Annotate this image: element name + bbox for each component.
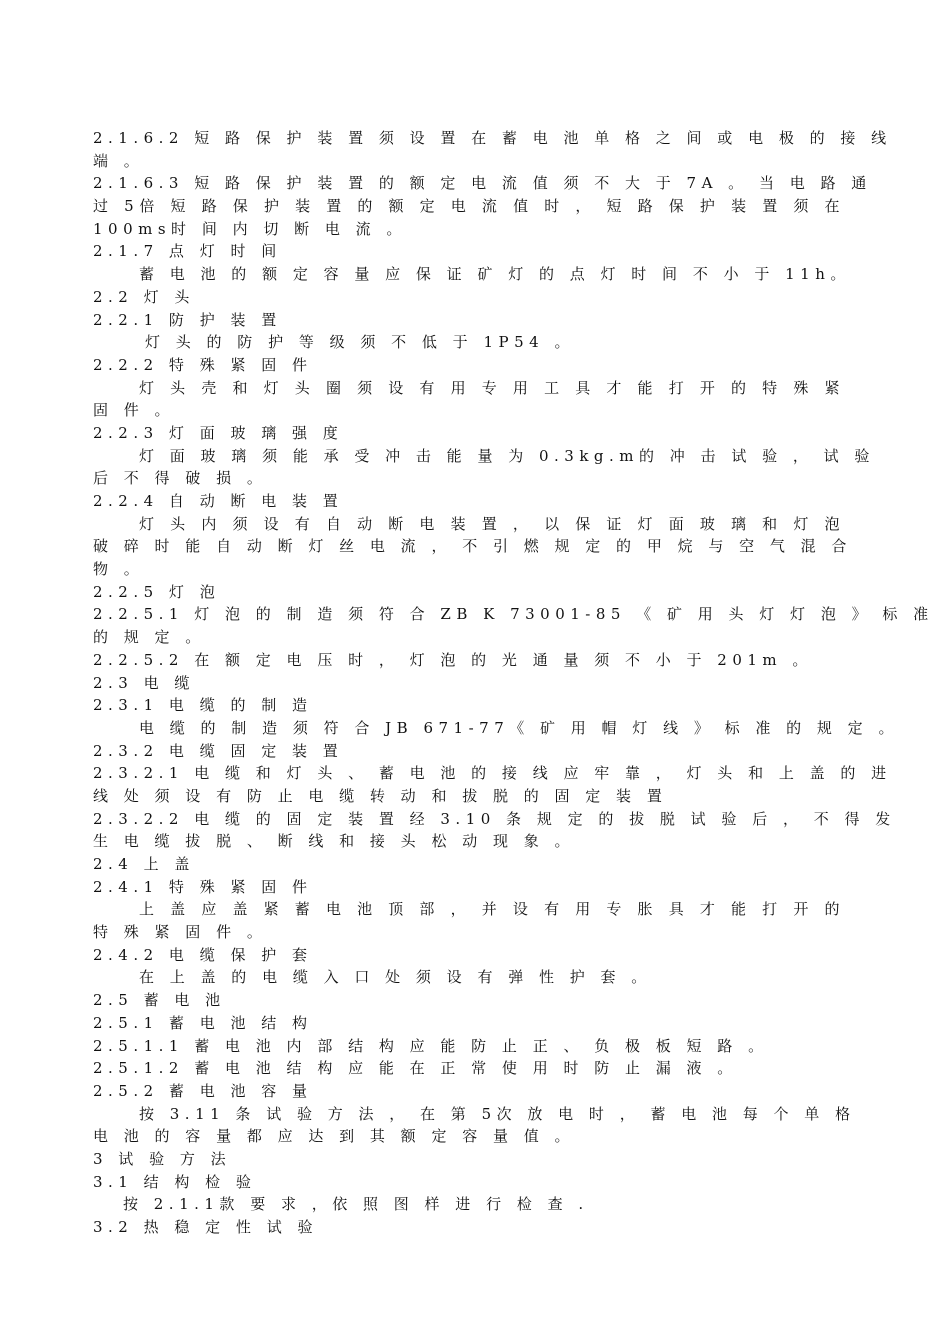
- section-heading: 2.4.1 特 殊 紧 固 件: [93, 877, 313, 896]
- text-line: 按 3.11 条 试 验 方 法 ， 在 第 5次 放 电 时 ， 蓄 电 池 每 个 单 格: [139, 1104, 856, 1123]
- text-line: 灯 面 玻 璃 须 能 承 受 冲 击 能 量 为 0.3kg.m的 冲 击 试 验 ， 试 验: [139, 446, 875, 465]
- text-line: 上 盖 应 盖 紧 蓄 电 池 顶 部 ， 并 设 有 用 专 胀 具 才 能 打 开 的: [139, 900, 845, 919]
- text-line: 物 。: [93, 560, 145, 579]
- section-heading: 2.2.2 特 殊 紧 固 件: [93, 355, 313, 374]
- section-heading: 2.2.1 防 护 装 置: [93, 310, 282, 329]
- section-heading: 2.4 上 盖: [93, 855, 195, 873]
- text-line: 2.1.6.2 短 路 保 护 装 置 须 设 置 在 蓄 电 池 单 格 之 间 或 电 极 的 接 线: [93, 129, 892, 147]
- text-line: 100ms时 间 内 切 断 电 流 。: [93, 219, 407, 238]
- section-heading: 3.2 热 稳 定 性 试 验: [93, 1218, 318, 1236]
- text-line: 灯 头 内 须 设 有 自 动 断 电 装 置 ， 以 保 证 灯 面 玻 璃 和 灯 泡: [139, 514, 845, 533]
- text-line: 生 电 缆 拔 脱 、 断 线 和 接 头 松 动 现 象 。: [93, 832, 576, 851]
- section-heading: 2.2.3 灯 面 玻 璃 强 度: [93, 423, 344, 442]
- text-line: 灯 头 的 防 护 等 级 须 不 低 于 1P54 。: [145, 333, 575, 352]
- text-line: 2.3.2.1 电 缆 和 灯 头 、 蓄 电 池 的 接 线 应 牢 靠 ， 灯 头 和 上 盖 的 进: [93, 764, 892, 783]
- text-line: 后 不 得 破 损 。: [93, 469, 268, 488]
- section-heading: 2.3 电 缆: [93, 673, 195, 692]
- text-line: 2.2.5.1 灯 泡 的 制 造 须 符 合 ZB K 73001-85 《 矿 用 头 灯 灯 泡 》 标 准: [93, 605, 934, 624]
- section-heading: 2.2.4 自 动 断 电 装 置: [93, 492, 344, 510]
- text-line: 2.5.1.1 蓄 电 池 内 部 结 构 应 能 防 止 正 、 负 极 板 短 路 。: [93, 1036, 769, 1055]
- text-line: 按 2.1.1款 要 求 ，依 照 图 样 进 行 检 查 .: [123, 1195, 589, 1214]
- text-line: 在 上 盖 的 电 缆 入 口 处 须 设 有 弹 性 护 套 。: [139, 968, 652, 987]
- text-line: 破 碎 时 能 自 动 断 灯 丝 电 流 ， 不 引 燃 规 定 的 甲 烷 与 空 气 混 合: [93, 537, 852, 556]
- text-line: 2.3.2.2 电 缆 的 固 定 装 置 经 3.10 条 规 定 的 拔 脱 试 验 后 ， 不 得 发: [93, 809, 896, 828]
- text-line: 电 池 的 容 量 都 应 达 到 其 额 定 容 量 值 。: [93, 1127, 576, 1146]
- section-heading: 2.3.2 电 缆 固 定 装 置: [93, 741, 344, 760]
- text-line: 电 缆 的 制 造 须 符 合 JB 671-77《 矿 用 帽 灯 线 》 标 准 的 规 定 。: [139, 718, 899, 737]
- section-heading: 2.4.2 电 缆 保 护 套: [93, 945, 313, 964]
- text-line: 2.1.6.3 短 路 保 护 装 置 的 额 定 电 流 值 须 不 大 于 7A 。 当 电 路 通: [93, 174, 872, 193]
- text-line: 线 处 须 设 有 防 止 电 缆 转 动 和 拔 脱 的 固 定 装 置: [93, 786, 668, 805]
- section-heading: 2.5.1 蓄 电 池 结 构: [93, 1013, 313, 1032]
- text-line: 端 。: [93, 151, 145, 170]
- section-heading: 2.2 灯 头: [93, 287, 195, 306]
- text-line: 蓄 电 池 的 额 定 容 量 应 保 证 矿 灯 的 点 灯 时 间 不 小 于 11h。: [139, 265, 851, 284]
- text-line: 2.2.5.2 在 额 定 电 压 时 ， 灯 泡 的 光 通 量 须 不 小 于 201m 。: [93, 650, 813, 669]
- text-line: 的 规 定 。: [93, 628, 206, 647]
- text-line: 2.5.1.2 蓄 电 池 结 构 应 能 在 正 常 使 用 时 防 止 漏 液 。: [93, 1059, 738, 1078]
- section-heading: 2.1.7 点 灯 时 间: [93, 242, 282, 261]
- document-page: [93, 127, 934, 1239]
- section-heading: 2.5.2 蓄 电 池 容 量: [93, 1081, 313, 1100]
- section-heading: 3 试 验 方 法: [93, 1149, 232, 1168]
- section-heading: 2.3.1 电 缆 的 制 造: [93, 696, 313, 715]
- section-heading: 2.2.5 灯 泡: [93, 582, 221, 601]
- text-line: 过 5倍 短 路 保 护 装 置 的 额 定 电 流 值 时 ， 短 路 保 护 装 置 须 在: [93, 197, 845, 216]
- section-heading: 2.5 蓄 电 池: [93, 991, 226, 1010]
- text-line: 固 件 。: [93, 401, 176, 420]
- text-line: 特 殊 紧 固 件 。: [93, 923, 268, 942]
- section-heading: 3.1 结 构 检 验: [93, 1172, 257, 1191]
- text-line: 灯 头 壳 和 灯 头 圈 须 设 有 用 专 用 工 具 才 能 打 开 的 特 殊 紧: [139, 378, 845, 397]
